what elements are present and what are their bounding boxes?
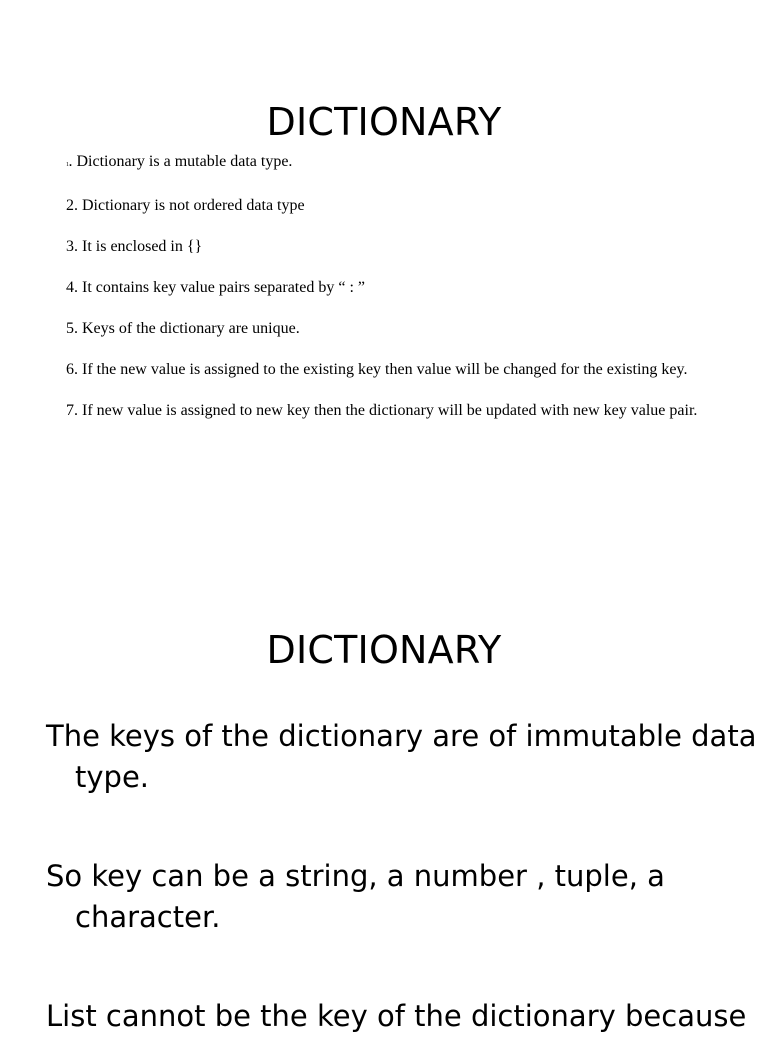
slide-2-title: DICTIONARY — [266, 628, 502, 672]
list-item — [66, 152, 726, 175]
list-item-text: . Dictionary is a mutable data type. — [68, 153, 293, 170]
list-item: 6. If the new value is assigned to the existing key then value will be changed for the existing key. — [66, 361, 688, 378]
list-item: 5. Keys of the dictionary are unique. — [66, 320, 300, 337]
paragraph-immutable-keys: The keys of the dictionary are of immutable data type. — [46, 719, 757, 794]
list-marker: 1 — [66, 162, 69, 168]
slide-1-title: DICTIONARY — [266, 100, 502, 144]
paragraph-list-not-key: List cannot be the key of the dictionary because — [46, 999, 747, 1033]
list-item: 2. Dictionary is not ordered data type — [66, 197, 305, 214]
list-item: 7. If new value is assigned to new key then the dictionary will be updated with new key value pair. — [66, 402, 698, 419]
list-item: 3. It is enclosed in {} — [66, 238, 203, 255]
list-item: 4. It contains key value pairs separated by “ : ” — [66, 279, 365, 296]
dictionary-points-list — [66, 152, 726, 442]
paragraph-key-types: So key can be a string, a number , tuple, a character. — [46, 859, 665, 934]
